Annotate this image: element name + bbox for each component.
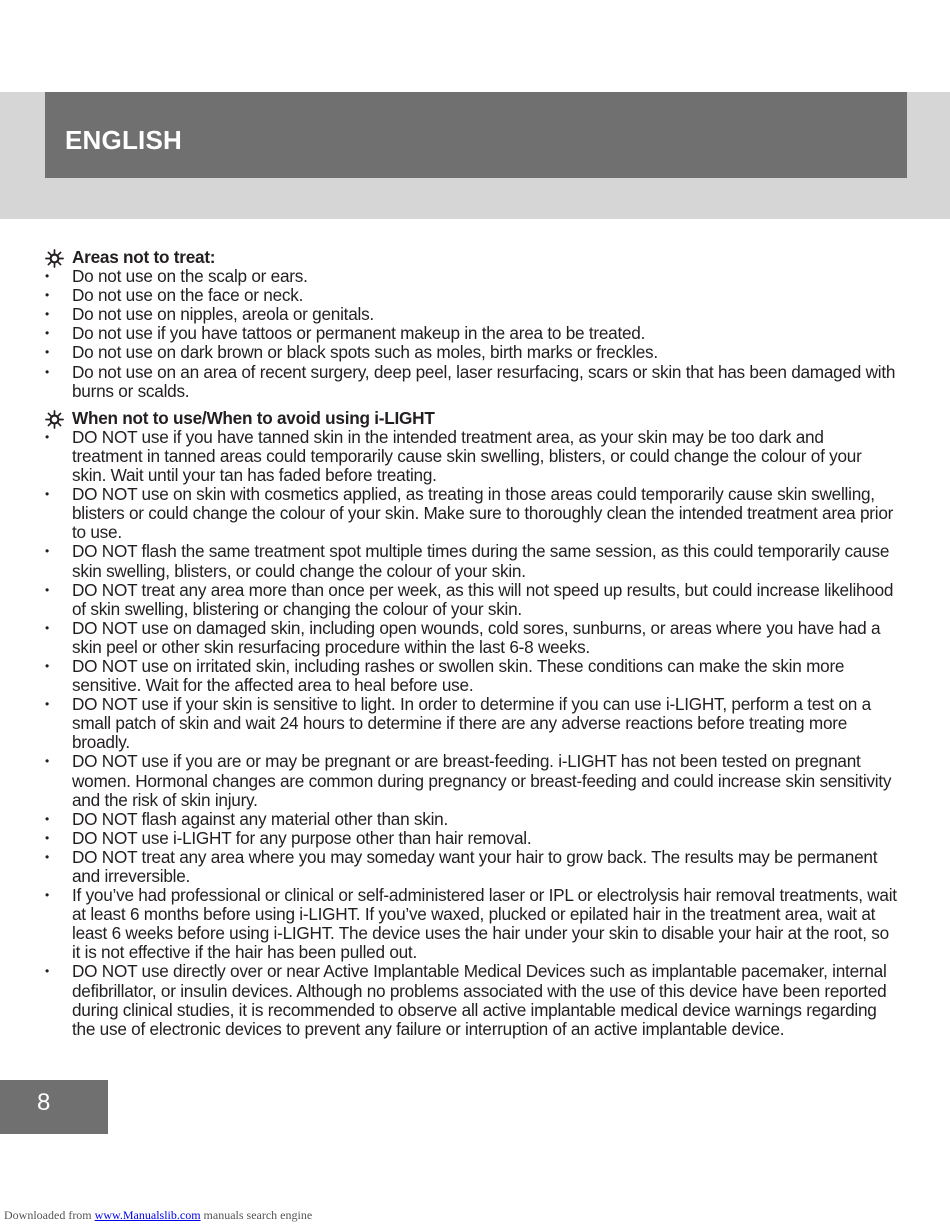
bullet-icon: • bbox=[45, 697, 49, 712]
list-item: • Do not use on the scalp or ears. bbox=[45, 266, 308, 287]
list-item: • Do not use on dark brown or black spots such as moles, birth marks or freckles. bbox=[45, 342, 658, 363]
list-item: • DO NOT use i-LIGHT for any purpose other than hair removal. bbox=[45, 827, 532, 848]
sun-icon bbox=[45, 249, 64, 268]
bullet-list bbox=[45, 267, 897, 401]
list-item: • DO NOT use directly over or near Active Implantable Medical Devices such as implantable pacemaker, internal defibrillator, or insulin devices. Although no problems associated with the use of this device have been reported during clinical studies, it is recommended to observe all active implantable medical device warnings regarding the use of electronic devices to prevent any failure or interruption of an active implantable device. bbox=[45, 961, 887, 1039]
list-item: • DO NOT use on irritated skin, including rashes or swollen skin. These conditions can make the skin more sensitive. Wait for the affected area to heal before use. bbox=[45, 655, 845, 696]
list-item: • DO NOT flash the same treatment spot multiple times during the same session, as this could temporarily cause skin swelling, blisters, or could change the colour of your skin. bbox=[45, 541, 890, 581]
list-item: • DO NOT use on damaged skin, including open wounds, cold sores, sunburns, or areas where you have had a skin peel or other skin resurfacing procedure within the last 6-8 weeks. bbox=[45, 617, 881, 657]
bullet-icon: • bbox=[45, 307, 49, 322]
download-footer bbox=[4, 1208, 312, 1223]
bullet-icon: • bbox=[45, 658, 49, 673]
list-item: • Do not use on nipples, areola or genitals. bbox=[45, 304, 374, 325]
list-item: • DO NOT use if your skin is sensitive to light. In order to determine if you can use i-LIGHT, perform a test on a small patch of skin and wait 24 hours to determine if there are any adverse reactions before treating more broadly. bbox=[45, 694, 871, 753]
bullet-icon: • bbox=[45, 620, 49, 635]
bullet-icon: • bbox=[45, 830, 49, 845]
bullet-icon: • bbox=[45, 544, 49, 559]
bullet-list bbox=[45, 428, 897, 1039]
bullet-icon: • bbox=[45, 269, 49, 284]
section-heading-text: When not to use/When to avoid using i-LIGHT bbox=[72, 407, 435, 428]
manualslib-link[interactable]: www.Manualslib.com bbox=[94, 1208, 201, 1222]
bullet-icon: • bbox=[45, 364, 49, 379]
list-item: • DO NOT use if you are or may be pregnant or are breast-feeding. i-LIGHT has not been tested on pregnant women. Hormonal changes are common during pregnancy or breast-feeding and could increase skin sensitivity and the risk of skin injury. bbox=[45, 751, 892, 810]
bullet-icon: • bbox=[45, 429, 49, 444]
list-item: • DO NOT use on skin with cosmetics applied, as treating in those areas could temporarily cause skin swelling, blisters or could change the colour of your skin. Make sure to thoroughly clean the intended treatment area prior to use. bbox=[45, 484, 894, 543]
bullet-icon: • bbox=[45, 754, 49, 769]
bullet-icon: • bbox=[45, 345, 49, 360]
list-item: • If you’ve had professional or clinical or self-administered laser or IPL or electrolysis hair removal treatments, wait at least 6 months before using i-LIGHT. If you’ve waxed, plucked or epilated hair in the treatment area, wait at least 6 weeks before using i-LIGHT. The device uses the hair under your skin to disable your hair at the root, so it is not effective if the hair has been pulled out. bbox=[45, 885, 897, 963]
section-when-not-to-use bbox=[45, 409, 897, 1039]
page-number-box bbox=[0, 1080, 108, 1134]
language-heading: ENGLISH bbox=[65, 125, 182, 155]
list-item: • DO NOT treat any area more than once per week, as this will not speed up results, but could increase likelihood of skin swelling, blistering or changing the colour of your skin. bbox=[45, 579, 894, 619]
page-number: 8 bbox=[37, 1089, 51, 1116]
list-item: • Do not use on the face or neck. bbox=[45, 285, 304, 306]
bullet-icon: • bbox=[45, 811, 49, 826]
bullet-icon: • bbox=[45, 326, 49, 341]
section-heading bbox=[45, 409, 897, 428]
bullet-icon: • bbox=[45, 582, 49, 597]
bullet-icon: • bbox=[45, 849, 49, 864]
bullet-icon: • bbox=[45, 487, 49, 502]
list-item: • DO NOT use if you have tanned skin in the intended treatment area, as your skin may be too dark and treatment in tanned areas could temporarily cause skin swelling, blisters, or could change the colour of your skin. Wait until your tan has faded before treating. bbox=[45, 426, 862, 486]
bullet-icon: • bbox=[45, 888, 49, 903]
bullet-icon: • bbox=[45, 288, 49, 303]
section-heading bbox=[45, 248, 897, 267]
list-item: • Do not use on an area of recent surgery, deep peel, laser resurfacing, scars or skin that has been damaged with burns or scalds. bbox=[45, 361, 896, 401]
footer-prefix: Downloaded from bbox=[4, 1208, 92, 1222]
content bbox=[45, 248, 897, 1047]
sun-icon bbox=[45, 410, 64, 429]
section-heading-text: Areas not to treat: bbox=[72, 247, 216, 267]
footer-suffix: manuals search engine bbox=[203, 1208, 313, 1222]
list-item: • DO NOT flash against any material other than skin. bbox=[45, 808, 448, 829]
list-item: • DO NOT treat any area where you may someday want your hair to grow back. The results may be permanent and irreversible. bbox=[45, 846, 878, 886]
section-areas-not-to-treat bbox=[45, 248, 897, 401]
bullet-icon: • bbox=[45, 964, 49, 979]
list-item: • Do not use if you have tattoos or permanent makeup in the area to be treated. bbox=[45, 323, 646, 344]
